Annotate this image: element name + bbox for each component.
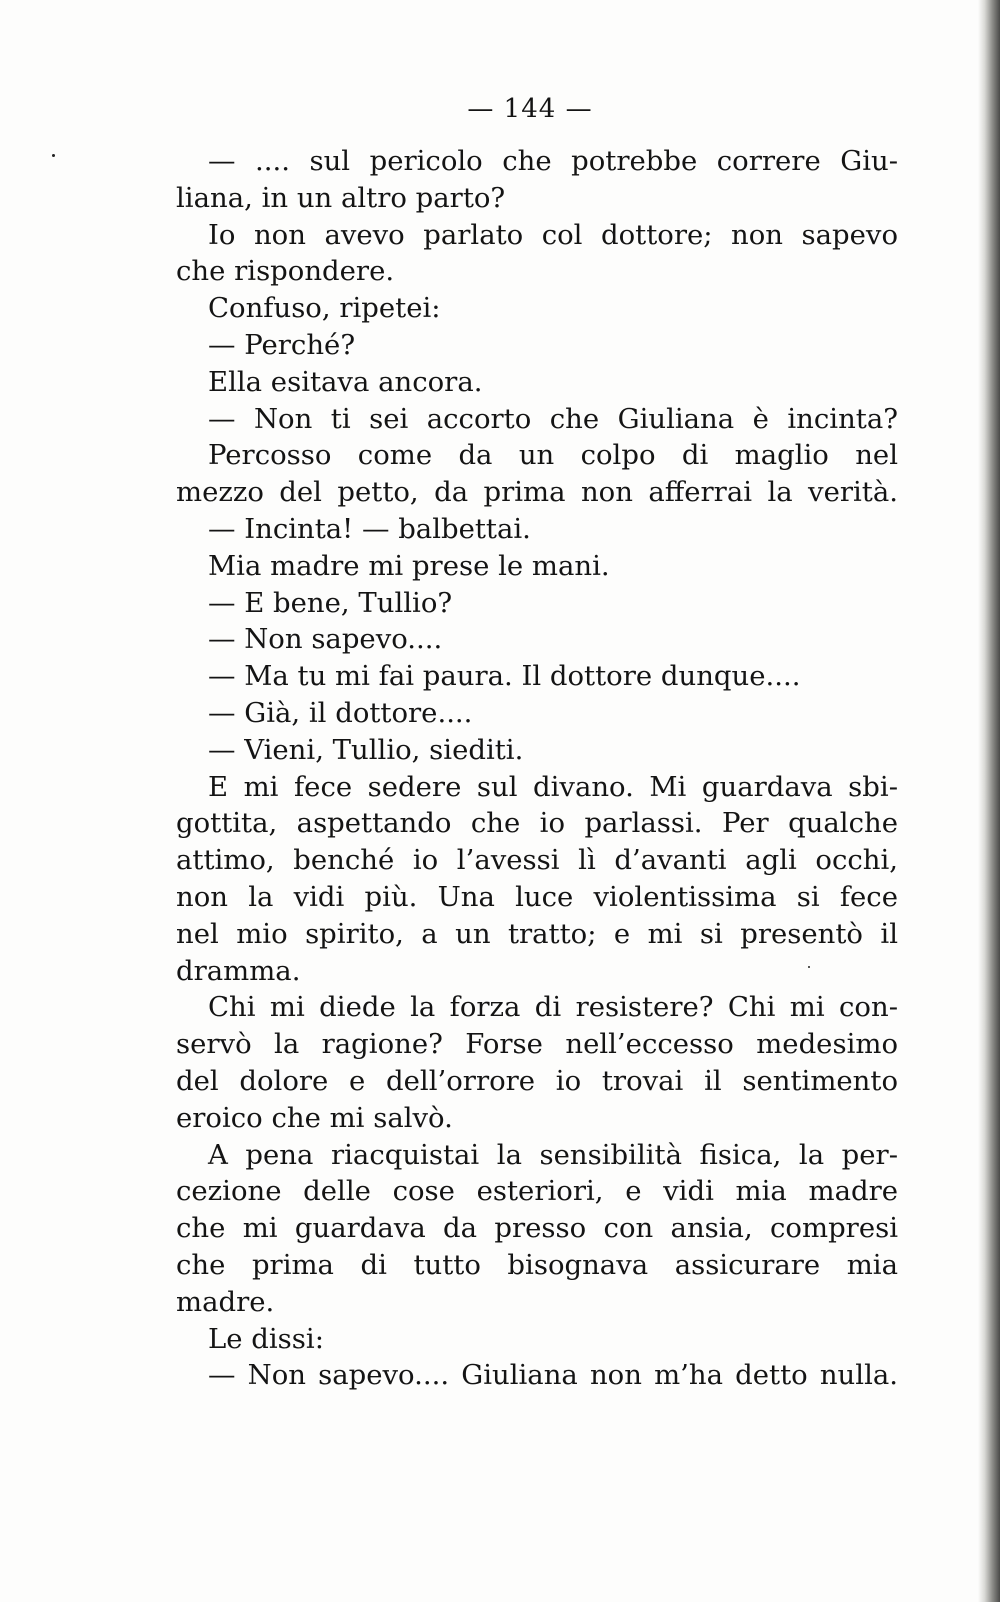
text-line: nel mio spirito, a un tratto; e mi si presentò il <box>176 917 898 950</box>
page-number: — 144 — <box>467 94 593 124</box>
text-line: Percosso come da un colpo di maglio nel <box>208 439 898 472</box>
text-line: dramma. <box>176 954 301 987</box>
text-line: — Già, il dottore.... <box>208 696 473 729</box>
text-line: che rispondere. <box>176 255 395 288</box>
text-line: E mi fece sedere sul divano. Mi guardava sbi- <box>208 770 898 803</box>
page-edge-shadow <box>978 0 1000 1602</box>
text-line: — E bene, Tullio? <box>208 586 453 619</box>
text-line: madre. <box>176 1285 275 1318</box>
text-line: attimo, benché io l’avessi lì d’avanti agli occhi, <box>176 844 898 877</box>
text-line: Le dissi: <box>208 1322 324 1355</box>
text-line: — Non ti sei accorto che Giuliana è incinta? <box>208 402 898 435</box>
text-line: eroico che mi salvò. <box>176 1101 453 1134</box>
ink-speck <box>52 154 55 157</box>
text-line: del dolore e dell’orrore io trovai il sentimento <box>176 1064 898 1097</box>
text-line: A pena riacquistai la sensibilità fisica, la per- <box>208 1138 898 1171</box>
text-line: — Non sapevo.... <box>208 623 443 656</box>
text-line: Ella esitava ancora. <box>208 365 483 398</box>
text-line: — Perché? <box>208 328 356 361</box>
text-line: cezione delle cose esteriori, e vidi mia madre <box>176 1175 898 1208</box>
text-line: — Ma tu mi fai paura. Il dottore dunque.... <box>208 660 801 693</box>
text-line: mezzo del petto, da prima non afferrai la verità. <box>176 476 898 509</box>
text-line: che mi guardava da presso con ansia, compresi <box>176 1212 898 1245</box>
text-line: Mia madre mi prese le mani. <box>208 549 610 582</box>
text-line: gottita, aspettando che io parlassi. Per qualche <box>176 807 898 840</box>
text-line: — Non sapevo.... Giuliana non m’ha detto nulla. <box>208 1359 898 1392</box>
text-line: — Vieni, Tullio, siediti. <box>208 733 524 766</box>
text-line: Confuso, ripetei: <box>208 292 441 325</box>
text-line: — Incinta! — balbettai. <box>208 512 531 545</box>
text-line: non la vidi più. Una luce violentissima si fece <box>176 880 898 913</box>
text-line: Io non avevo parlato col dottore; non sapevo <box>208 218 898 251</box>
text-line: che prima di tutto bisognava assicurare mia <box>176 1248 898 1281</box>
text-line: servò la ragione? Forse nell’eccesso medesimo <box>176 1028 898 1061</box>
body-text <box>176 143 898 1394</box>
text-line: — .... sul pericolo che potrebbe correre Giu- <box>208 145 898 177</box>
text-line: liana, in un altro parto? <box>176 181 506 214</box>
text-line: Chi mi diede la forza di resistere? Chi mi con- <box>208 991 898 1024</box>
